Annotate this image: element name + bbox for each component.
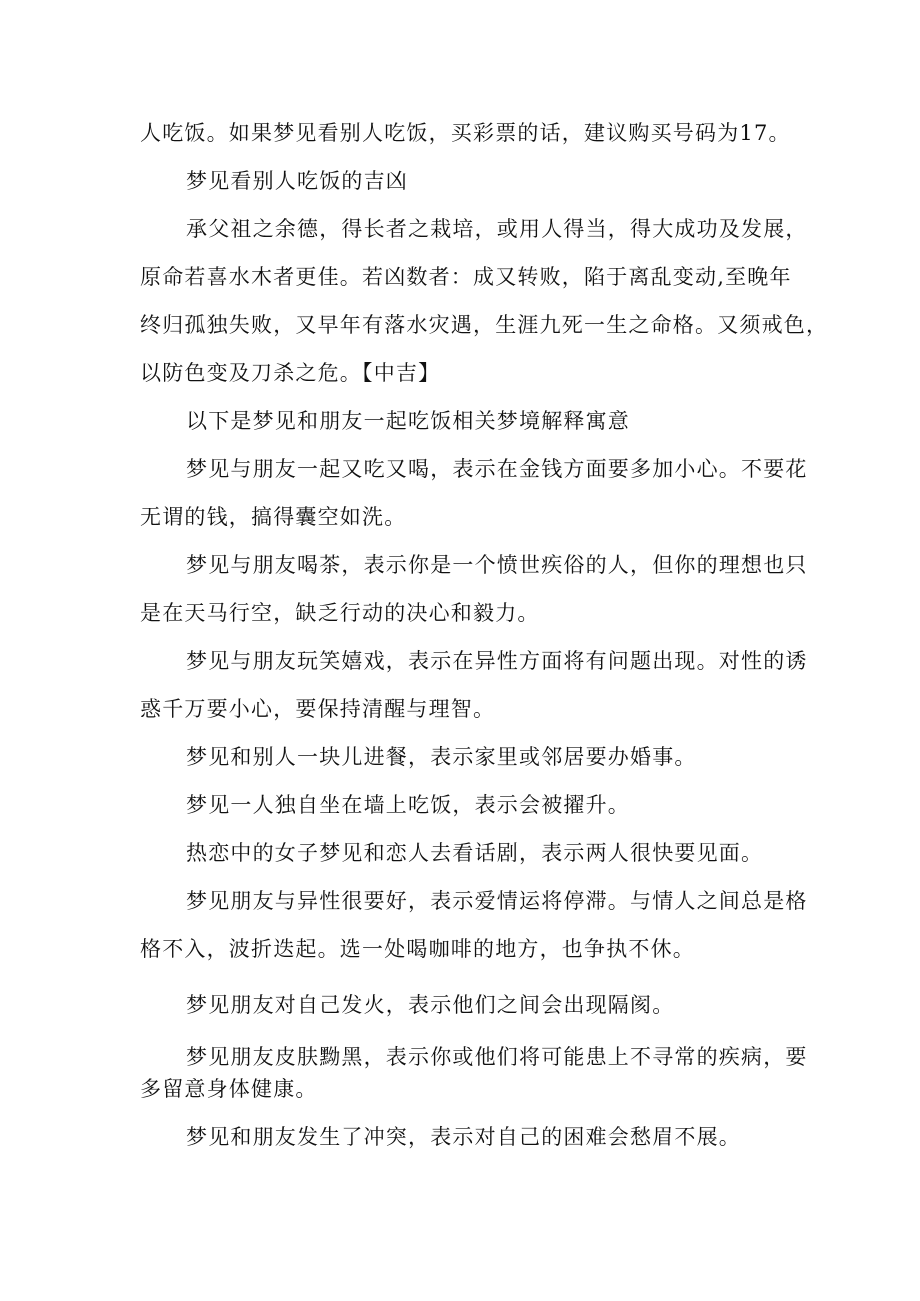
text-line: 梦见与朋友玩笑嬉戏，表示在异性方面将有问题出现。对性的诱	[186, 649, 808, 673]
text-line: 终归孤独失败，又早年有落水灾遇，生涯九死一生之命格。又须戒色，	[140, 313, 829, 337]
text-line: 梦见朋友与异性很要好，表示爱情运将停滞。与情人之间总是格	[186, 889, 808, 913]
text-line: 原命若喜水木者更佳。若凶数者：成又转败，陷于离乱变动,至晚年	[140, 265, 792, 289]
text-line: 惑千万要小心，要保持清醒与理智。	[140, 697, 496, 721]
text-line: 是在天马行空，缺乏行动的决心和毅力。	[140, 601, 540, 625]
text-line: 以防色变及刀杀之危。【中吉】	[140, 361, 441, 385]
text-line: 承父祖之余德，得长者之栽培，或用人得当，得大成功及发展，	[186, 217, 808, 241]
text-line: 梦见朋友对自己发火，表示他们之间会出现隔阂。	[186, 993, 675, 1017]
text-line: 梦见一人独自坐在墙上吃饭，表示会被擢升。	[186, 793, 630, 817]
text-line: 梦见朋友皮肤黝黑，表示你或他们将可能患上不寻常的疾病，要	[186, 1045, 808, 1069]
text-line: 无谓的钱，搞得囊空如洗。	[140, 505, 407, 529]
text-line: 热恋中的女子梦见和恋人去看话剧，表示两人很快要见面。	[186, 841, 764, 865]
text-line: 梦见和朋友发生了冲突，表示对自己的困难会愁眉不展。	[186, 1125, 741, 1149]
section-heading: 以下是梦见和朋友一起吃饭相关梦境解释寓意	[186, 409, 630, 433]
text-line: 人吃饭。如果梦见看别人吃饭，买彩票的话，建议购买号码为17。	[140, 121, 791, 145]
text-line: 梦见和别人一块儿进餐，表示家里或邻居要办婚事。	[186, 745, 697, 769]
text-line: 多留意身体健康。	[140, 1077, 318, 1101]
text-line: 梦见与朋友一起又吃又喝，表示在金钱方面要多加小心。不要花	[186, 457, 808, 481]
text-line: 格不入，波折迭起。选一处喝咖啡的地方，也争执不休。	[140, 937, 695, 961]
section-heading: 梦见看别人吃饭的吉凶	[186, 169, 408, 193]
text-line: 梦见与朋友喝茶，表示你是一个愤世疾俗的人，但你的理想也只	[186, 553, 808, 577]
